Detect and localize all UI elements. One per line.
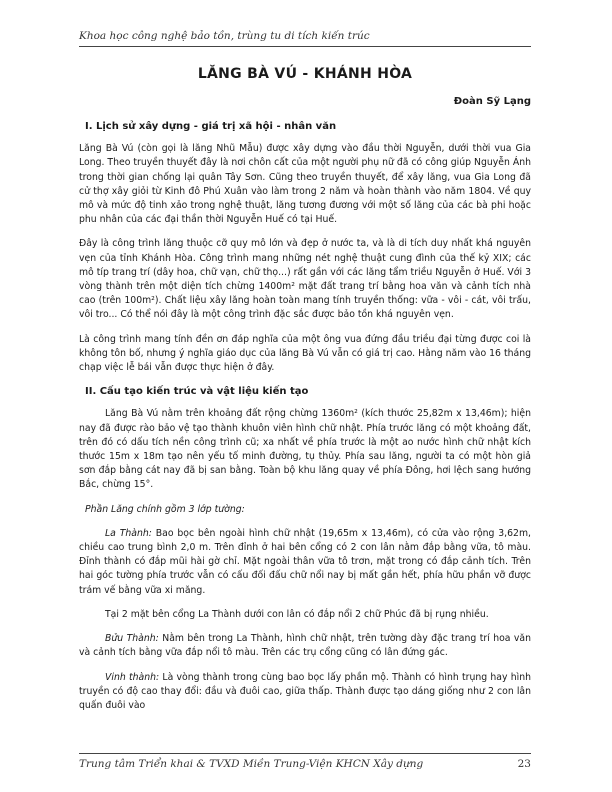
running-header: Khoa học công nghệ bảo tồn, trùng tu di tích kiến trúc: [79, 30, 370, 42]
paragraph-3: Là công trình mang tính đền ơn đáp nghĩa của một ông vua đứng đầu triều đại từng được coi là không tôn bố, nhưng ý nghĩa giáo dục của lăng Bà Vú vẫn có giá trị cao. Hằng năm vào 16 tháng chạp việc lễ bái vẫn được thực hiện ở đây.: [79, 333, 531, 374]
term-buu-thanh: Bửu Thành:: [105, 633, 159, 645]
paragraph-phuc: Tại 2 mặt bên cổng La Thành dưới con lân có đắp nổi 2 chữ Phúc đã bị rụng nhiều.: [105, 608, 489, 620]
paragraph-1: Lăng Bà Vú (còn gọi là lăng Nhũ Mẫu) được xây dựng vào đầu thời Nguyễn, dưới thời vua Gia Long. Theo truyền thuyết đây là nơi chôn cất của một người phụ nữ đã có công giúp Nguyễn Ánh trong thời gian chống lại quân Tây Sơn. Cũng theo truyền thuyết, để xây lăng, vua Gia Long đã cử thợ xây giỏi từ Kinh đô Phú Xuân vào làm trong 2 năm và hoàn thành vào năm 1804. Về quy mô và mức độ tinh xảo trong nghệ thuật, lăng tương đương với một số lăng của các bà phi hoặc phu nhân của các đại thần thời Nguyễn Huế có tại Huế.: [79, 143, 531, 226]
term-la-thanh: La Thành:: [105, 527, 152, 539]
paragraph-4: Lăng Bà Vú nằm trên khoảng đất rộng chừng 1360m² (kích thước 25,82m x 13,46m); hiện nay đã được rào bảo vệ tạo thành khuôn viên hình chữ nhật. Phía trước lăng có một khoảng đất, trên đó có dấu tích nền công trình cũ; xa nhất về phía trước là một ao nước hình chữ nhật kích thước 15m x 18m tạo nên yếu tố minh đường, tụ thủy. Phía sau lăng, người ta có một hòn giả sơn đắp bằng cát nay đã bị san bằng. Toàn bộ khu lăng quay về phía Đông, hơi lệch sang hướng Bắc, chừng 15°.: [79, 408, 531, 491]
text-vinh-thanh: Là vòng thành trong cùng bao bọc lấy phần mộ. Thành có hình trụng hay hình truyền có độ cao thay đổi: đầu và đuôi cao, giữa thấp. Thành được tạo dáng giống như 2 con lân quấn đuôi vào: [79, 671, 531, 711]
running-footer: Trung tâm Triển khai & TVXD Miền Trung-Viện KHCN Xây dựng: [79, 758, 424, 770]
footer-rule: [79, 753, 531, 754]
page-number: 23: [517, 758, 531, 770]
text-la-thanh: Bao bọc bên ngoài hình chữ nhật (19,65m x 13,46m), có cửa vào rộng 3,62m, chiều cao trung bình 2,0 m. Trên đỉnh ở hai bên cổng có 2 con lân nằm đắp bằng vữa, tô màu. Đỉnh thành có đắp mũi hài gờ chỉ. Mặt ngoài thân vữa tô trơn, mặt trong có đắp cảnh tích. Trên hai góc tường phía trước vẫn có cấu đối đấu chữ nổi nay bị mất gần hết, phía hữu phần vỡ được trám vế bằng vữa xi măng.: [79, 527, 531, 596]
page-title: LĂNG BÀ VÚ - KHÁNH HÒA: [197, 66, 413, 82]
paragraph-la-thanh: [79, 527, 531, 598]
paragraph-buu-thanh: [79, 632, 531, 660]
document-body: [79, 112, 531, 723]
header-rule: [79, 46, 531, 47]
term-vinh-thanh: Vinh thành:: [105, 671, 160, 683]
subheading-walls: Phần Lăng chính gồm 3 lớp tường:: [85, 503, 245, 515]
paragraph-vinh-thanh: [79, 671, 531, 714]
paragraph-2: Đây là công trình lăng thuộc cỡ quy mô lớn và đẹp ở nước ta, và là di tích duy nhất khá nguyên vẹn của tỉnh Khánh Hòa. Công trình mang những nét nghệ thuật cung đình của thế kỷ XIX; các mô típ trang trí (dây hoa, chữ vạn, chữ thọ...) rất gần với các lăng tẩm triều Nguyễn ở Huế. Với 3 vòng thành trên một diện tích chừng 1400m² mặt đất trang trí bằng hoa văn và cảnh tích nhà cao (trên 100m²). Chất liệu xây lăng hoàn toàn mang tính truyền thống: vữa - vôi - cát, vôi trấu, vôi tro... Có thể nói đây là một công trình đặc sắc được bảo tồn khá nguyên vẹn.: [79, 238, 531, 321]
author: Đoàn Sỹ Lạng: [453, 96, 531, 107]
section-heading-2: II. Cấu tạo kiến trúc và vật liệu kiến tạo: [85, 386, 309, 398]
section-heading-1: I. Lịch sử xây dựng - giá trị xã hội - nhân văn: [85, 121, 337, 132]
text-buu-thanh: Nằm bên trong La Thành, hình chữ nhật, trên tường dày đặc trang trí hoa văn và cảnh tích bằng vữa đắp nổi tô màu. Trên các trụ cổng cũng có lân đứng gác.: [79, 633, 531, 659]
